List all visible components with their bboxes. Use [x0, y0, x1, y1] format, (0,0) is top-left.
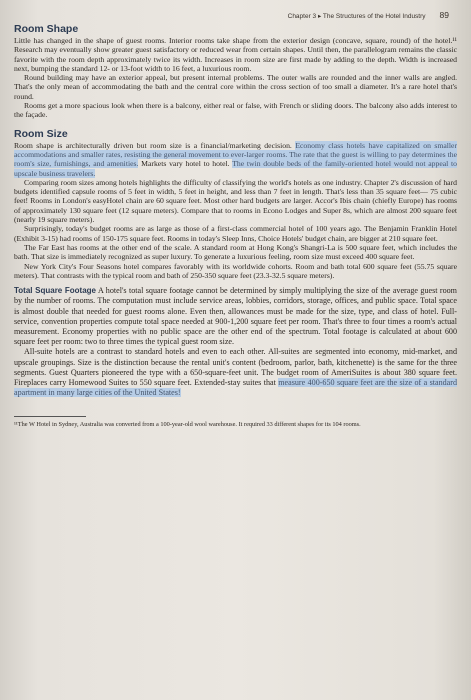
total-square-footage-text: A hotel's total square footage cannot be determined by simply multiplying the size of the average guest room by the number of rooms. The computation must include service areas, lobbies, corridors, storage, offices, and public space. Total space is almost double that needed for guest rooms alone. Even then, allowances must be made for the size, type, and class of hotel. Full-service, convention properties compute total space needed at 900-1,200 square feet per room. That's three to four times a room's actual measurement. Economy properties with no public space are the other end of the spectrum. Total footage is calculated at about 600 square feet per room: two to three times the typical guest room size.: [14, 286, 457, 347]
total-square-footage-paragraph-1: [14, 286, 457, 347]
room-size-paragraph-2: Comparing room sizes among hotels highlights the difficulty of classifying the world's hotels as one industry. Chapter 2's discussion of hard budgets identified capsule rooms of 5 feet in width, 5 feet in height, and less than 7 feet in length. That's less than 35 square feet— 75 cubic feet! Rooms in London's easyHotel chain are 60 square feet. Most other hard budgets are larger. Accor's Ibis chain (chiefly Europe) has rooms of approximately 130 square feet (12 square meters). Compare that to rooms in Econo Lodges and Super 8s, which are almost 200 square feet (nearly 19 square meters).: [14, 177, 457, 225]
room-size-paragraph-3: Surprisingly, today's budget rooms are as large as those of a first-class commercial hotel of 100 years ago. The Benjamin Franklin Hotel (Exhibit 3-15) had rooms of 150-175 square feet. Rooms in today's Sleep Inns, Choice Hotels' budget chain, are bigger at 210 square feet.: [14, 224, 457, 243]
room-size-paragraph-4: The Far East has rooms at the other end of the scale. A standard room at Hong Kong's Shangri-La is 500 square feet, which includes the bath. That size is immediately recognized as super luxury. To generate a luxurious feeling, room size must exceed 400 square feet.: [14, 242, 457, 262]
room-shape-paragraph-1: Little has changed in the shape of guest rooms. Interior rooms take shape from the exterior design (concave, square, round) of the hotel.¹¹ Research may eventually show greater guest satisfactory or reduced wear from certain shapes. Until then, the parallelogram remains the classic favorite with the room depth approximately twice its width. Increases in room size are first made by adding to the depth. Width is increased next, bumping the standard 12- or 13-foot width to 16 feet, a luxurious room.: [14, 36, 457, 73]
room-size-paragraph-1: [14, 141, 457, 178]
footnote-divider: [14, 416, 86, 417]
highlighted-text: Economy class hotels have capitalized on smaller accommodations and smaller rates, resisting the general movement to ever-larger rooms. The rate that the guest is willing to pay determines the room's size, furnishings, and amenities.: [14, 140, 458, 169]
highlighted-text: The twin double beds of the family-oriented hotel would not appeal to upscale business travelers.: [14, 159, 457, 178]
chapter-title: Chapter 3 ▸ The Structures of the Hotel Industry: [287, 13, 426, 20]
room-size-heading: Room Size: [14, 127, 68, 140]
room-shape-heading: Room Shape: [14, 23, 79, 35]
highlighted-text: measure 400-650 square feet are the size of a standard apartment in many large cities of the United States!: [14, 377, 458, 398]
all-suites-text: All-suite hotels are a contrast to standard hotels and even to each other. All-suites are segmented into economy, mid-market, and upscale groupings. Size is the distinction because the rental unit's content (bedroom, parlor, bath, kitchenette) is the same for the three segments. Guest Quarters pioneered the type with a 650-square-feet unit. The budget room of AmeriSuites is about 380 square feet. Fireplaces carry Homewood Suites to 550 square feet. Extended-stay suites that: [14, 347, 457, 387]
total-square-footage-paragraph-2: [14, 347, 457, 398]
room-size-text-b: Markets vary hotel to hotel.: [138, 159, 233, 169]
page-number: 89: [439, 10, 449, 20]
total-square-footage-heading: Total Square Footage: [14, 286, 96, 296]
running-head: [14, 10, 457, 20]
room-size-paragraph-5: New York City's Four Seasons hotel compares favorably with its worldwide cohorts. Room and bath total 600 square feet (55.75 square meters). That contrasts with the typical room and bath of 250-350 square feet (23.3-32.5 square meters).: [14, 261, 457, 280]
room-shape-paragraph-2: Round building may have an exterior appeal, but present internal problems. The outer walls are rounded and the inner walls are angled. That's the only mean of accommodating the bath and the central core within the cross section of too small a diameter. It's a rare hotel that's round.: [14, 73, 457, 101]
footnote: ¹¹The W Hotel in Sydney, Australia was converted from a 100-year-old wool warehouse. It required 33 different shapes for its 104 rooms.: [14, 421, 361, 429]
room-shape-paragraph-3: Rooms get a more spacious look when there is a balcony, either real or false, with French or sliding doors. The balcony also adds interest to the façade.: [14, 101, 457, 120]
room-size-text-a: Room shape is architecturally driven but room size is a financial/marketing decision.: [14, 140, 296, 150]
